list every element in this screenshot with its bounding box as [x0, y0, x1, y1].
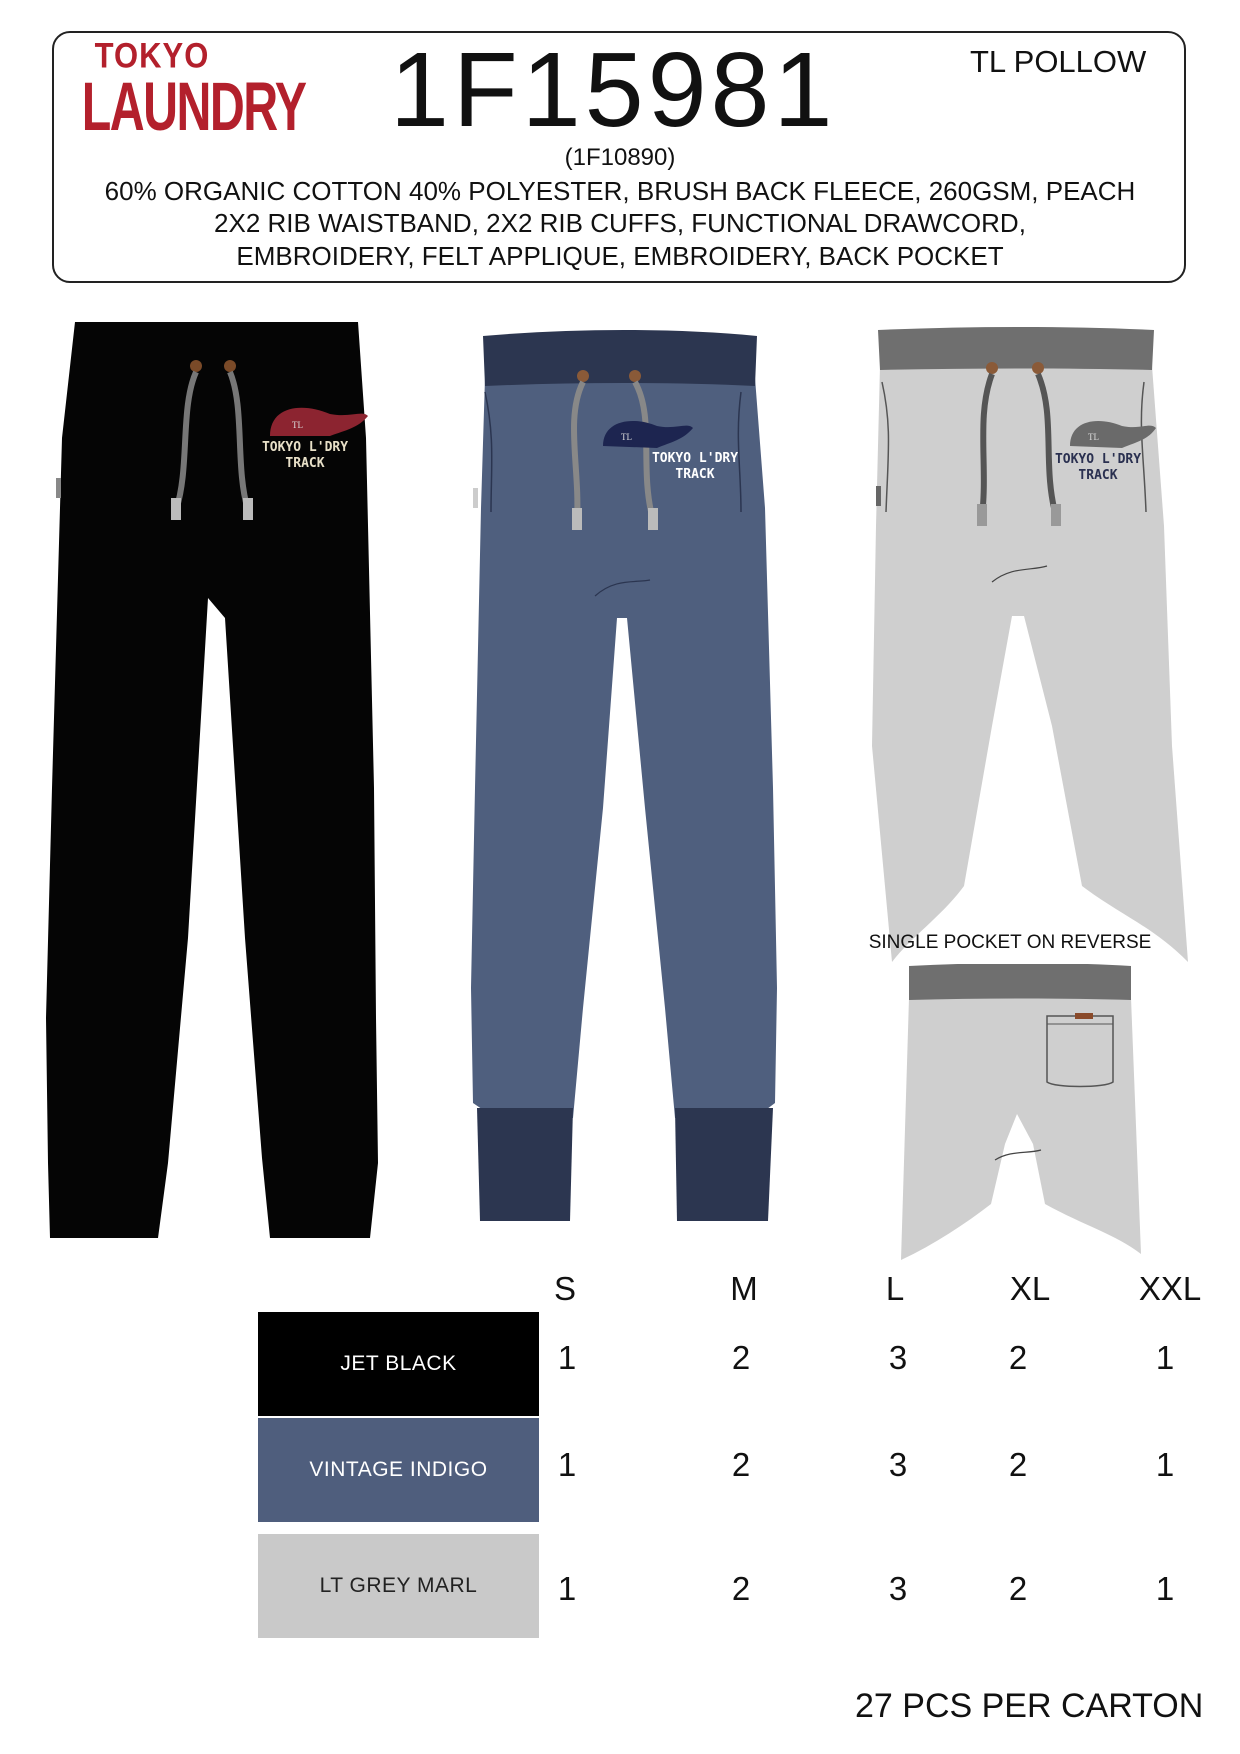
reverse-note: SINGLE POCKET ON REVERSE [868, 932, 1152, 953]
side-tab-label [56, 478, 61, 498]
cord-tip-right [648, 508, 658, 530]
color-swatch: JET BLACK [258, 1312, 539, 1416]
black-jogger-illustration [40, 318, 390, 1248]
pants-body [46, 322, 378, 1238]
size-header-s: S [553, 1270, 576, 1307]
side-tab-label [473, 488, 478, 508]
reference-code: (1F10890) [564, 144, 676, 171]
eyelet-left [986, 362, 998, 374]
quantity-cell: 3 [888, 1446, 908, 1483]
rib-waistband [909, 964, 1131, 1000]
spec-line-fabric: 60% ORGANIC COTTON 40% POLYESTER, BRUSH BACK FLEECE, 260GSM, PEACH [104, 176, 1136, 206]
eyelet-right [224, 360, 236, 372]
size-header-l: L [885, 1270, 905, 1307]
back-pocket-tab [1075, 1013, 1093, 1019]
spec-line-trims: 2X2 RIB WAISTBAND, 2X2 RIB CUFFS, FUNCTIONAL DRAWCORD, [214, 208, 1026, 238]
eyelet-left [577, 370, 589, 382]
cord-tip-left [572, 508, 582, 530]
quantity-cell: 1 [557, 1446, 577, 1483]
eyelet-left [190, 360, 202, 372]
color-swatch: LT GREY MARL [258, 1534, 539, 1638]
quantity-cell: 1 [1155, 1570, 1175, 1607]
indigo-jogger-illustration [455, 328, 795, 1223]
eyelet-right [1032, 362, 1044, 374]
badge-monogram: TL [1088, 432, 1099, 442]
quantity-cell: 2 [731, 1570, 751, 1607]
style-name: TL POLLOW [970, 44, 1147, 79]
eyelet-right [629, 370, 641, 382]
brand-logo-top: TOKYO [94, 35, 210, 76]
quantity-cell: 2 [731, 1446, 751, 1483]
quantity-cell: 2 [731, 1339, 751, 1376]
quantity-cell: 3 [888, 1339, 908, 1376]
badge-line1: TOKYO L'DRY [1054, 452, 1142, 467]
side-tab-label [876, 486, 881, 506]
size-header-m: M [730, 1270, 758, 1307]
style-number: 1F15981 [390, 31, 837, 149]
badge-line2: TRACK [1078, 468, 1118, 483]
badge-monogram: TL [292, 420, 303, 430]
size-header-xxl: XXL [1138, 1270, 1202, 1307]
rib-cuff-right [675, 1108, 773, 1221]
badge-line1: TOKYO L'DRY [261, 440, 349, 455]
badge-monogram: TL [621, 432, 632, 442]
rib-waistband [483, 330, 757, 386]
spec-line-details: EMBROIDERY, FELT APPLIQUE, EMBROIDERY, BACK POCKET [236, 241, 1004, 271]
brand-logo [62, 35, 306, 146]
quantity-cell: 3 [888, 1570, 908, 1607]
color-swatch: VINTAGE INDIGO [258, 1418, 539, 1522]
quantity-cell: 1 [1155, 1446, 1175, 1483]
quantity-cell: 1 [557, 1339, 577, 1376]
carton-quantity: 27 PCS PER CARTON [855, 1687, 1204, 1725]
size-header-xl: XL [1009, 1270, 1051, 1307]
badge-line1: TOKYO L'DRY [651, 451, 739, 466]
grey-jogger-front-illustration [852, 326, 1192, 966]
badge-line2: TRACK [675, 467, 715, 482]
pants-body [901, 998, 1141, 1260]
cord-tip-right [243, 498, 253, 520]
cord-tip-right [1051, 504, 1061, 526]
quantity-cell: 2 [1008, 1570, 1028, 1607]
badge-line2: TRACK [285, 456, 325, 471]
quantity-cell: 1 [557, 1570, 577, 1607]
pants-body [471, 378, 777, 1118]
rib-cuff-left [477, 1108, 573, 1221]
quantity-cell: 1 [1155, 1339, 1175, 1376]
grey-jogger-back-illustration [895, 964, 1145, 1264]
cord-tip-left [977, 504, 987, 526]
quantity-cell: 2 [1008, 1339, 1028, 1376]
cord-tip-left [171, 498, 181, 520]
rib-waistband [878, 327, 1154, 370]
quantity-cell: 2 [1008, 1446, 1028, 1483]
brand-logo-bottom: LAUNDRY [81, 69, 306, 146]
